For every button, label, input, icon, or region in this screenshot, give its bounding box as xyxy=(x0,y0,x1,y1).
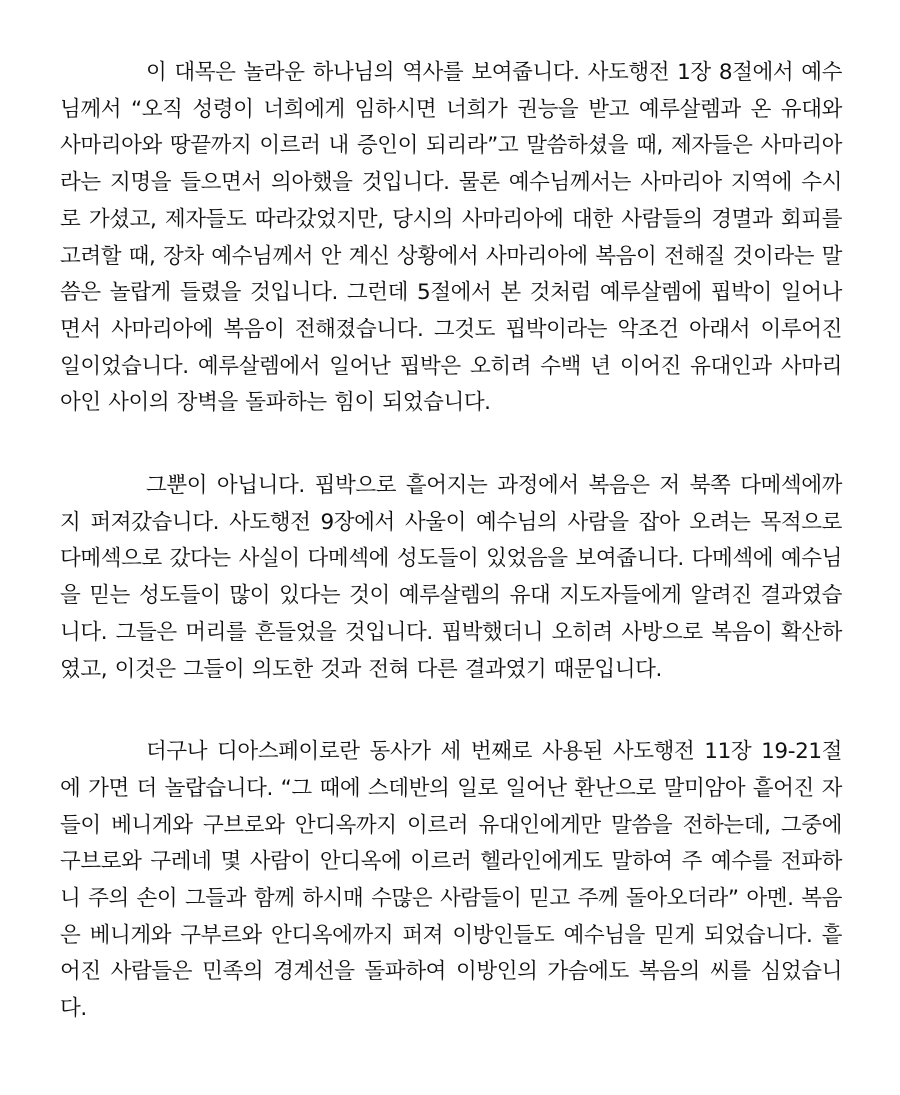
document-body xyxy=(60,55,842,1028)
paragraph-3: 더구나 디아스페이로란 동사가 세 번째로 사용된 사도행전 11장 19-21절에 가면 더 놀랍습니다. “그 때에 스데반의 일로 일어난 환난으로 말미암아 흩어진 자들이 베니게와 구브로와 안디옥까지 이르러 유대인에게만 말씀을 전하는데, 그중에 구브로와 구레네 몇 사람이 안디옥에 이르러 헬라인에게도 말하여 주 예수를 전파하니 주의 손이 그들과 함께 하시매 수많은 사람들이 믿고 주께 돌아오더라” 아멘. 복음은 베니게와 구부르와 안디옥에까지 퍼져 이방인들도 예수님을 믿게 되었습니다. 흩어진 사람들은 민족의 경계선을 돌파하여 이방인의 가슴에도 복음의 씨를 심었습니다. xyxy=(60,739,842,1022)
paragraph-1: 이 대목은 놀라운 하나님의 역사를 보여줍니다. 사도행전 1장 8절에서 예수님께서 “오직 성령이 너희에게 임하시면 너희가 권능을 받고 예루살렘과 온 유대와 사마리아와 땅끝까지 이르러 내 증인이 되리라”고 말씀하셨을 때, 제자들은 사마리아라는 지명을 들으면서 의아했을 것입니다. 물론 예수님께서는 사마리아 지역에 수시로 가셨고, 제자들도 따라갔었지만, 당시의 사마리아에 대한 사람들의 경멸과 회피를 고려할 때, 장차 예수님께서 안 계신 상황에서 사마리아에 복음이 전해질 것이라는 말씀은 놀랍게 들렸을 것입니다. 그런데 5절에서 본 것처럼 예루살렘에 핍박이 일어나면서 사마리아에 복음이 전해졌습니다. 그것도 핍박이라는 악조건 아래서 이루어진 일이었습니다. 예루살렘에서 일어난 핍박은 오히려 수백 년 이어진 유대인과 사마리아인 사이의 장벽을 돌파하는 힘이 되었습니다. xyxy=(60,60,842,416)
paragraph-2: 그뿐이 아닙니다. 핍박으로 흩어지는 과정에서 복음은 저 북쪽 다메섹에까지 퍼져갔습니다. 사도행전 9장에서 사울이 예수님의 사람을 잡아 오려는 목적으로 다메섹으로 갔다는 사실이 다메섹에 성도들이 있었음을 보여줍니다. 다메섹에 예수님을 믿는 성도들이 많이 있다는 것이 예루살렘의 유대 지도자들에게 알려진 결과였습니다. 그들은 머리를 흔들었을 것입니다. 핍박했더니 오히려 사방으로 복음이 확산하였고, 이것은 그들이 의도한 것과 전혀 다른 결과였기 때문입니다. xyxy=(60,473,842,682)
